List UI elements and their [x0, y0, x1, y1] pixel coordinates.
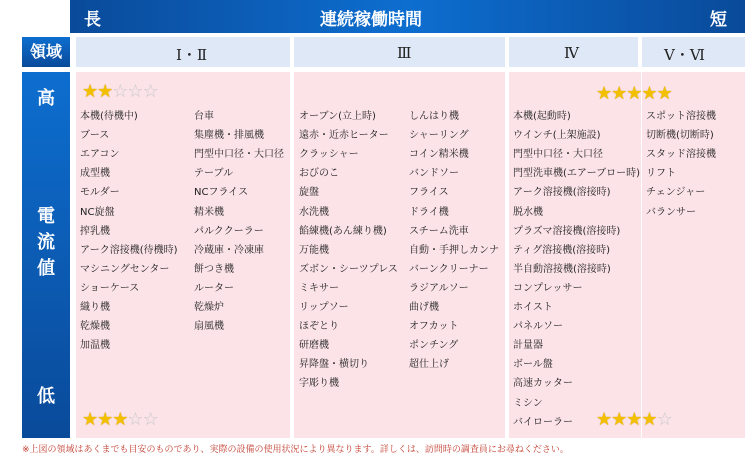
equipment-item: 旋盤: [299, 187, 319, 199]
axis-label-char: 電: [37, 206, 55, 227]
equipment-item: 水洗機: [299, 206, 329, 218]
equipment-item: エアコン: [80, 149, 120, 161]
equipment-item: シャーリング: [409, 130, 469, 142]
equipment-item: オフカット: [409, 321, 459, 333]
region-3: Ⅳ: [564, 44, 579, 62]
equipment-item: オーブン(立上時): [299, 111, 376, 122]
equipment-item: ズボン・シーツプレス: [299, 263, 398, 275]
star-empty-icon: ☆: [142, 81, 158, 102]
region-column-3: [509, 72, 641, 438]
region-divider: [290, 37, 294, 67]
equipment-item: 扇風機: [194, 321, 224, 333]
star-filled-icon: ★: [626, 409, 642, 430]
equipment-item: ブース: [80, 130, 110, 142]
equipment-item: おびのこ: [299, 168, 339, 180]
equipment-item: 遠赤・近赤ヒーター: [299, 130, 389, 142]
equipment-item: ラジアルソー: [409, 282, 469, 294]
star-filled-icon: ★: [97, 81, 113, 102]
equipment-item: 研磨機: [299, 340, 329, 352]
equipment-item: ほぞとり: [299, 321, 339, 333]
header-bar: [70, 0, 745, 33]
region-column-1: [76, 72, 290, 438]
equipment-item: 字彫り機: [299, 378, 339, 390]
axis-high: 高: [37, 88, 55, 109]
equipment-item: 集塵機・排風機: [194, 130, 264, 142]
region-bar: [76, 37, 745, 67]
star-filled-icon: ★: [656, 83, 672, 104]
axis-label: [22, 204, 70, 282]
equipment-item: 織り機: [80, 302, 110, 313]
equipment-item: モルダー: [80, 187, 120, 199]
equipment-item: フライス: [409, 187, 449, 199]
equipment-item: 門型中口径・大口径: [513, 149, 603, 161]
star-filled-icon: ★: [82, 409, 98, 430]
region-4: Ⅴ・Ⅵ: [664, 46, 705, 64]
star-filled-icon: ★: [97, 409, 113, 430]
equipment-item: ドライ機: [409, 206, 449, 218]
equipment-item: リップソー: [299, 302, 349, 313]
star-filled-icon: ★: [596, 83, 612, 104]
equipment-item: ホイスト: [513, 302, 553, 313]
equipment-item: 餡練機(あん練り機): [299, 225, 387, 237]
equipment-item: 成型機: [80, 168, 110, 180]
star-empty-icon: ☆: [656, 409, 672, 430]
equipment-item: アーク溶接機(待機時): [80, 244, 178, 256]
star-filled-icon: ★: [596, 409, 612, 430]
equipment-item: 冷蔵庫・冷凍庫: [194, 244, 264, 256]
equipment-item: 曲げ機: [409, 302, 439, 313]
header-short: 短: [710, 10, 727, 30]
equipment-item: ミシン: [513, 397, 543, 409]
equipment-item: コンプレッサー: [513, 282, 583, 294]
equipment-item: ウインチ(上架施設): [513, 130, 601, 142]
equipment-item: 加温機: [80, 340, 110, 352]
equipment-item: マシニングセンター: [80, 263, 170, 275]
star-empty-icon: ☆: [142, 409, 158, 430]
equipment-item: パルククーラー: [194, 225, 264, 237]
equipment-item: 切断機(切断時): [646, 130, 714, 142]
equipment-item: 超仕上げ: [409, 359, 449, 371]
star-filled-icon: ★: [611, 409, 627, 430]
equipment-item: 搾乳機: [80, 225, 110, 237]
equipment-item: 高速カッター: [513, 378, 573, 390]
star-filled-icon: ★: [611, 83, 627, 104]
equipment-item: しんはり機: [409, 111, 459, 122]
region-column-4: [642, 72, 745, 438]
equipment-item: バンドソー: [409, 168, 459, 180]
equipment-item: 脱水機: [513, 206, 543, 218]
equipment-item: バランサー: [646, 206, 696, 218]
equipment-item: 昇降盤・横切り: [299, 359, 369, 371]
equipment-item: 本機(起動時): [513, 111, 571, 122]
equipment-item: テーブル: [194, 168, 234, 180]
equipment-item: ティグ溶接機(溶接時): [513, 244, 611, 256]
equipment-item: プラズマ溶接機(溶接時): [513, 225, 621, 237]
equipment-item: NC旋盤: [80, 206, 115, 218]
equipment-item: チェンジャー: [646, 187, 706, 199]
equipment-item: スポット溶接機: [646, 111, 716, 122]
equipment-item: 台車: [194, 111, 214, 122]
equipment-item: 半自動溶接機(溶接時): [513, 263, 611, 275]
equipment-item: 餅つき機: [194, 263, 234, 275]
star-rating-bottom: [82, 410, 158, 430]
equipment-item: 計量器: [513, 340, 543, 352]
axis-low: 低: [37, 386, 55, 407]
equipment-item: ボール盤: [513, 359, 553, 371]
equipment-item: ミキサー: [299, 282, 339, 294]
equipment-item: アーク溶接機(溶接時): [513, 187, 611, 199]
equipment-item: リフト: [646, 168, 676, 180]
star-filled-icon: ★: [641, 409, 657, 430]
equipment-item: 門型洗車機(エアーブロー時): [513, 168, 641, 180]
equipment-item: 乾燥機: [80, 321, 110, 333]
star-filled-icon: ★: [112, 409, 128, 430]
equipment-item: バーンクリーナー: [409, 263, 489, 275]
header-long: 長: [84, 10, 101, 30]
equipment-item: 自動・手押しカンナ: [409, 244, 499, 256]
axis-label-char: 値: [37, 258, 55, 279]
footnote: ※上図の領域はあくまでも目安のものであり、実際の設備の使用状況により異なります。詳しくは、訪問時の調査員にお尋ねください。: [22, 445, 569, 455]
region-divider: [638, 37, 642, 67]
region-1: Ⅰ・Ⅱ: [176, 46, 208, 64]
star-empty-icon: ☆: [127, 81, 143, 102]
equipment-item: クラッシャー: [299, 149, 359, 161]
star-rating-top: [82, 82, 158, 102]
star-filled-icon: ★: [82, 81, 98, 102]
equipment-item: 門型中口径・大口径: [194, 149, 284, 161]
header-title: 連続稼働時間: [320, 10, 422, 30]
equipment-item: バイローラー: [513, 416, 573, 428]
star-empty-icon: ☆: [112, 81, 128, 102]
equipment-item: 精米機: [194, 206, 224, 218]
axis-label-char: 流: [37, 232, 55, 253]
equipment-item: 乾燥炉: [194, 302, 224, 313]
equipment-item: スチーム洗車: [409, 225, 469, 237]
star-filled-icon: ★: [641, 83, 657, 104]
equipment-item: スタッド溶接機: [646, 149, 716, 161]
equipment-item: 本機(待機中): [80, 111, 138, 122]
equipment-item: NCフライス: [194, 187, 249, 199]
equipment-item: パネルソー: [513, 321, 563, 333]
region-column-2: [294, 72, 505, 438]
equipment-item: ショーケース: [80, 282, 140, 294]
star-filled-icon: ★: [626, 83, 642, 104]
region-divider: [505, 37, 509, 67]
equipment-item: 万能機: [299, 244, 329, 256]
current-axis: [22, 72, 70, 438]
region-label: 領域: [22, 37, 70, 67]
equipment-item: コイン精米機: [409, 149, 469, 161]
equipment-item: ルーター: [194, 282, 234, 294]
star-empty-icon: ☆: [127, 409, 143, 430]
star-rating-bottom-right: [596, 410, 672, 430]
region-2: Ⅲ: [397, 44, 412, 62]
equipment-item: ポンチング: [409, 340, 459, 352]
star-rating-top-right: [596, 84, 672, 104]
